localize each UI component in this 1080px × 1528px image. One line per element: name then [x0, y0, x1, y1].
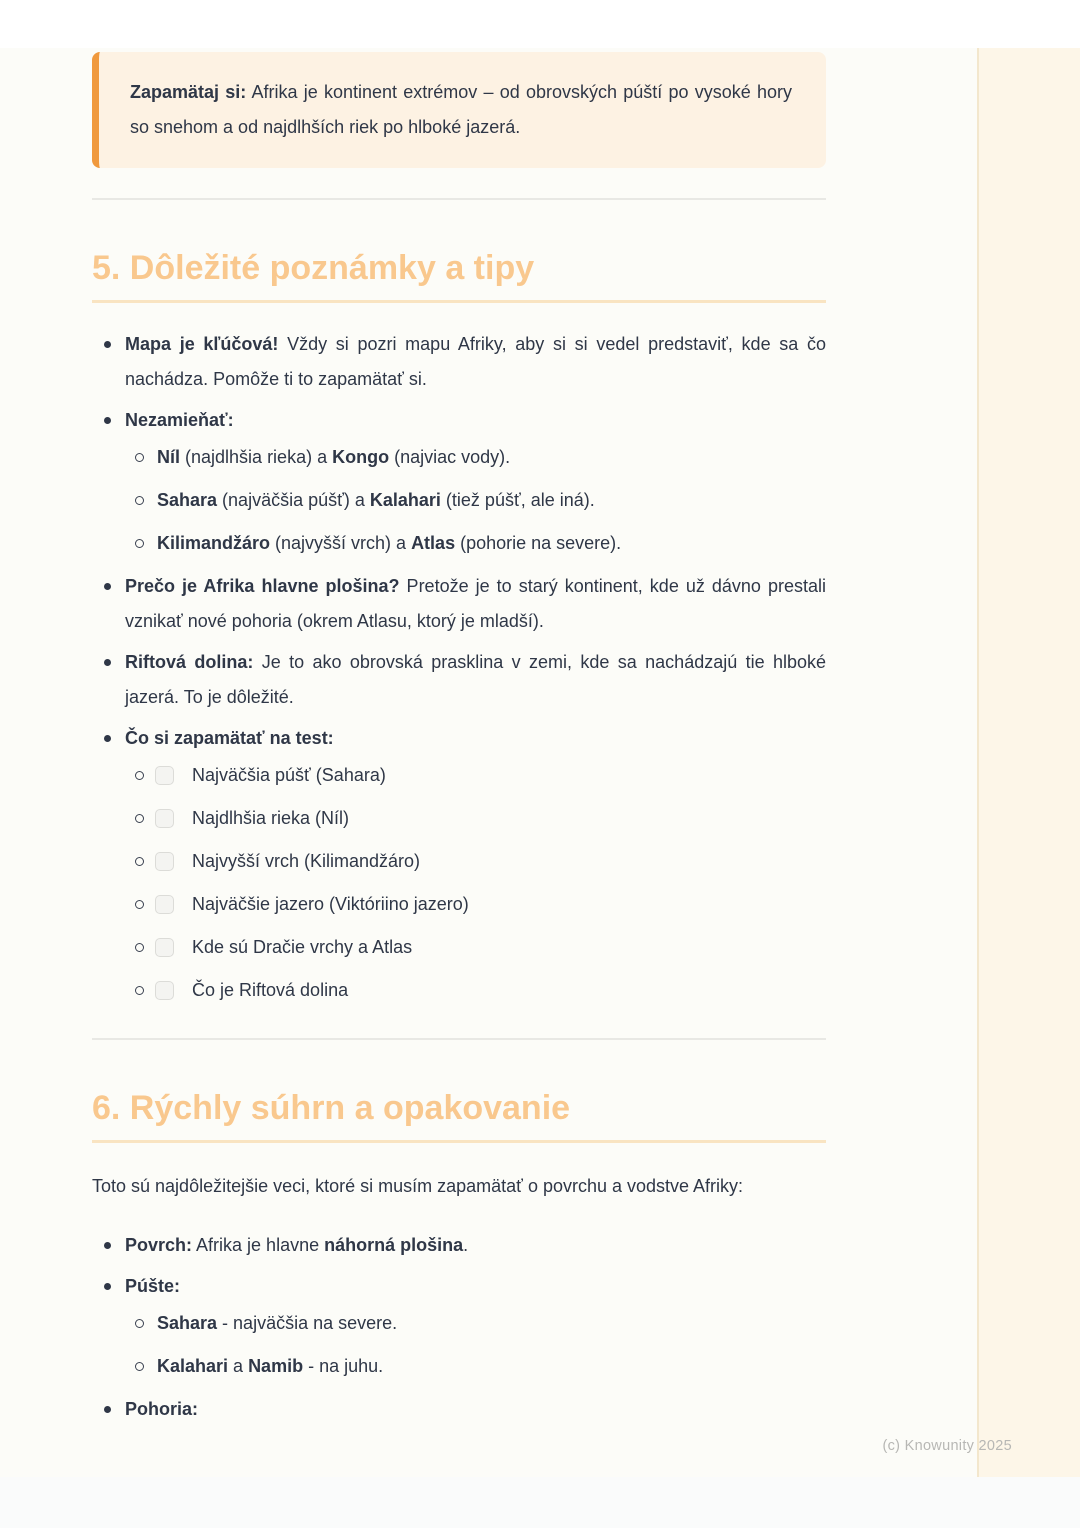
- checkbox[interactable]: [155, 981, 174, 1000]
- circle-bullet-icon: [135, 453, 144, 462]
- list-item-text: Púšte:: [125, 1276, 181, 1296]
- sub-list: [125, 440, 826, 561]
- circle-bullet-icon: [135, 1319, 144, 1328]
- callout-text: [130, 75, 792, 145]
- checklist-item: [125, 758, 826, 793]
- list-item: [92, 645, 826, 715]
- checklist-item-label: Kde sú Dračie vrchy a Atlas: [192, 937, 413, 957]
- section-6-title: 6. Rýchly súhrn a opakovanie: [92, 1090, 826, 1143]
- page-bottom-edge: [0, 1477, 1080, 1528]
- list-item: [92, 569, 826, 639]
- section-5-title: 5. Dôležité poznámky a tipy: [92, 250, 826, 303]
- list-item-text: Nezamieňať:: [125, 410, 234, 430]
- circle-bullet-icon: [135, 539, 144, 548]
- checklist-item-label: Najväčšia púšť (Sahara): [192, 765, 386, 785]
- checkbox[interactable]: [155, 895, 174, 914]
- bullet-icon: [104, 659, 111, 666]
- bullet-icon: [104, 735, 111, 742]
- sub-list-item: [125, 440, 826, 475]
- sub-list-item-text: Sahara - najväčšia na severe.: [157, 1313, 398, 1333]
- checklist-item: [125, 844, 826, 879]
- bullet-icon: [104, 417, 111, 424]
- callout-note: [92, 52, 826, 168]
- summary-list: [92, 1228, 826, 1427]
- callout-body: Afrika je kontinent extrémov – od obrovských púští po vysoké hory so snehom a od najdlhších riek po hlboké jazerá.: [130, 82, 792, 137]
- list-item: [92, 721, 826, 1008]
- checklist: [125, 758, 826, 1008]
- circle-bullet-icon: [135, 900, 144, 909]
- checkbox[interactable]: [155, 766, 174, 785]
- list-item: [92, 327, 826, 397]
- circle-bullet-icon: [135, 857, 144, 866]
- bullet-icon: [104, 341, 111, 348]
- sub-list-item: [125, 526, 826, 561]
- sub-list-item: [125, 483, 826, 518]
- list-item-text: Povrch: Afrika je hlavne náhorná plošina.: [125, 1235, 469, 1255]
- circle-bullet-icon: [135, 1362, 144, 1371]
- checkbox[interactable]: [155, 938, 174, 957]
- bullet-icon: [104, 1406, 111, 1413]
- callout-lead: Zapamätaj si:: [130, 82, 247, 102]
- bullet-icon: [104, 1242, 111, 1249]
- checklist-item: [125, 930, 826, 965]
- section-6-intro: Toto sú najdôležitejšie veci, ktoré si musím zapamätať o povrchu a vodstve Afriky:: [92, 1176, 744, 1196]
- list-item: [92, 403, 826, 561]
- list-item-text: Riftová dolina: Je to ako obrovská prasklina v zemi, kde sa nachádzajú tie hlboké jazerá. To je dôležité.: [125, 652, 827, 707]
- list-item-text: Mapa je kľúčová! Vždy si pozri mapu Afriky, aby si si vedel predstaviť, kde sa čo nachádza. Pomôže ti to zapamätať si.: [125, 334, 826, 389]
- bullet-icon: [104, 1283, 111, 1290]
- sub-list-item: [125, 1349, 826, 1384]
- sub-list-item-text: Sahara (najväčšia púšť) a Kalahari (tiež púšť, ale iná).: [157, 490, 595, 510]
- sub-list: [125, 1306, 826, 1384]
- notes-list: [92, 327, 826, 1008]
- list-item: [92, 1269, 826, 1384]
- circle-bullet-icon: [135, 943, 144, 952]
- divider: [92, 198, 826, 200]
- sub-list-item: [125, 1306, 826, 1341]
- circle-bullet-icon: [135, 986, 144, 995]
- list-item-text: Prečo je Afrika hlavne plošina? Pretože je to starý kontinent, kde už dávno prestali vznikať nové pohoria (okrem Atlasu, ktorý je mladší).: [125, 576, 826, 631]
- divider: [92, 1038, 826, 1040]
- list-item: [92, 1228, 826, 1263]
- checklist-item-label: Najvyšší vrch (Kilimandžáro): [192, 851, 421, 871]
- sub-list-item-text: Kalahari a Namib - na juhu.: [157, 1356, 384, 1376]
- circle-bullet-icon: [135, 814, 144, 823]
- checklist-item-label: Čo je Riftová dolina: [192, 980, 349, 1000]
- checkbox[interactable]: [155, 852, 174, 871]
- checklist-item: [125, 887, 826, 922]
- sub-list-item-text: Níl (najdlhšia rieka) a Kongo (najviac vody).: [157, 447, 511, 467]
- checklist-item-label: Najväčšie jazero (Viktóriino jazero): [192, 894, 469, 914]
- checklist-item: [125, 801, 826, 836]
- page-content: [92, 0, 826, 1433]
- copyright-notice: (c) Knowunity 2025: [882, 1438, 1012, 1454]
- bullet-icon: [104, 583, 111, 590]
- page-edge-strip: [977, 48, 1080, 1477]
- list-item: [92, 1392, 826, 1427]
- checklist-item: [125, 973, 826, 1008]
- circle-bullet-icon: [135, 496, 144, 505]
- list-item-text: Čo si zapamätať na test:: [125, 728, 334, 748]
- circle-bullet-icon: [135, 771, 144, 780]
- checklist-item-label: Najdlhšia rieka (Níl): [192, 808, 350, 828]
- list-item-text: Pohoria:: [125, 1399, 199, 1419]
- sub-list-item-text: Kilimandžáro (najvyšší vrch) a Atlas (pohorie na severe).: [157, 533, 622, 553]
- checkbox[interactable]: [155, 809, 174, 828]
